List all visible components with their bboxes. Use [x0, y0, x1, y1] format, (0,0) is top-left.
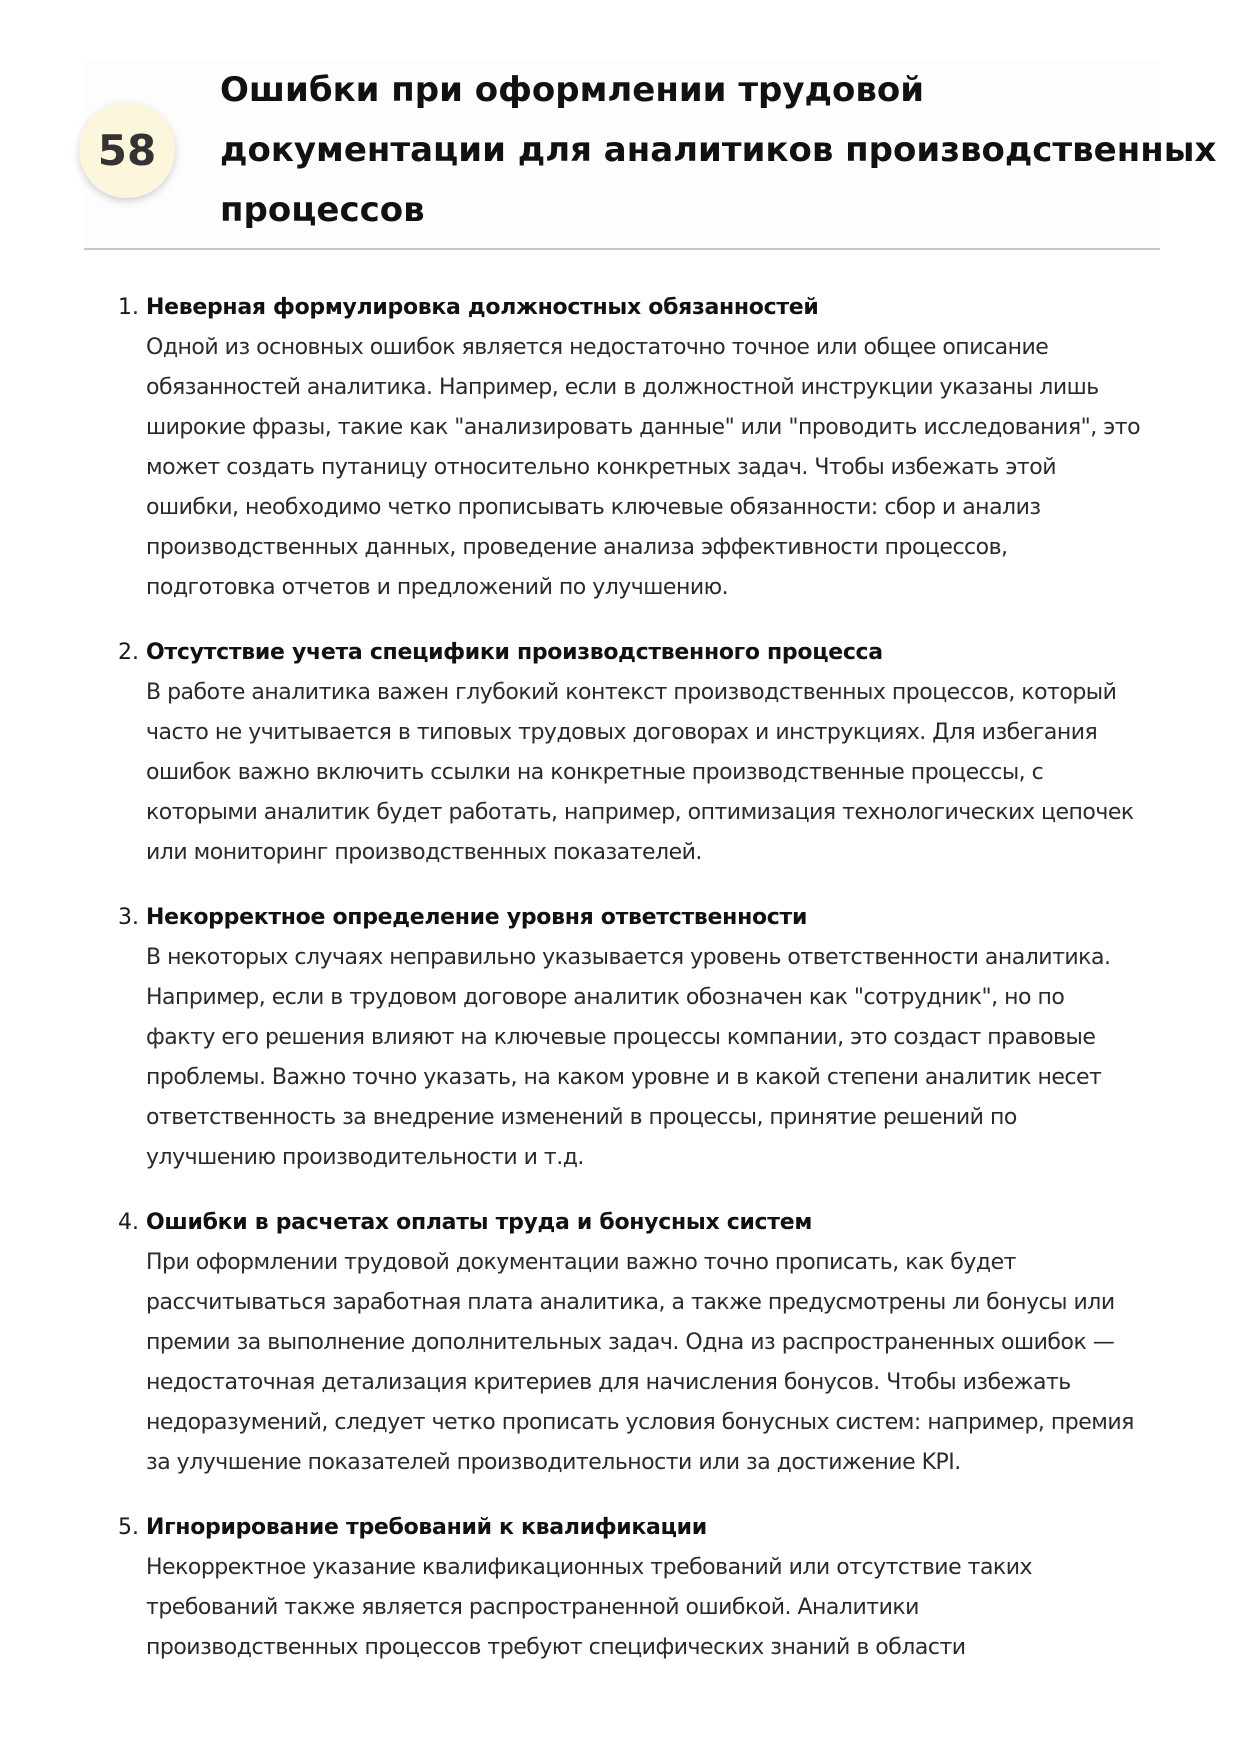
body-line: При оформлении трудовой документации важно точно прописать, как будет — [146, 1250, 1016, 1275]
body-line: требований также является распространенной ошибкой. Аналитики — [146, 1595, 919, 1620]
list-item — [118, 898, 1156, 1178]
list-item — [118, 288, 1156, 608]
body-line: производственных данных, проведение анализа эффективности процессов, — [146, 535, 1008, 560]
body-line: В некоторых случаях неправильно указывается уровень ответственности аналитика. — [146, 945, 1111, 970]
body-line: проблемы. Важно точно указать, на каком уровне и в какой степени аналитик несет — [146, 1065, 1102, 1090]
title-line: Ошибки при оформлении трудовой — [220, 70, 925, 110]
item-heading: Игнорирование требований к квалификации — [146, 1515, 707, 1540]
body-line: подготовка отчетов и предложений по улучшению. — [146, 575, 729, 600]
item-body — [146, 938, 1156, 1178]
body-line: ошибок важно включить ссылки на конкретные производственные процессы, с — [146, 760, 1044, 785]
body-line: обязанностей аналитика. Например, если в должностной инструкции указаны лишь — [146, 375, 1099, 400]
body-line: Например, если в трудовом договоре аналитик обозначен как "сотрудник", но по — [146, 985, 1065, 1010]
item-heading: Неверная формулировка должностных обязанностей — [146, 295, 819, 320]
list-item — [118, 1508, 1156, 1668]
item-body — [146, 1243, 1156, 1483]
item-number: 1. — [118, 295, 139, 320]
body-line: которыми аналитик будет работать, например, оптимизация технологических цепочек — [146, 800, 1134, 825]
item-number: 2. — [118, 640, 139, 665]
title-line: документации для аналитиков производственных — [220, 130, 1217, 170]
body-line: широкие фразы, такие как "анализировать данные" или "проводить исследования", это — [146, 415, 1141, 440]
title-line: процессов — [220, 190, 425, 230]
body-line: улучшению производительности и т.д. — [146, 1145, 584, 1170]
body-line: премии за выполнение дополнительных задач. Одна из распространенных ошибок — — [146, 1330, 1115, 1355]
body-line: В работе аналитика важен глубокий контекст производственных процессов, который — [146, 680, 1117, 705]
body-line: ошибки, необходимо четко прописывать ключевые обязанности: сбор и анализ — [146, 495, 1041, 520]
body-line: производственных процессов требуют специфических знаний в области — [146, 1635, 966, 1660]
item-number: 4. — [118, 1210, 139, 1235]
body-line: Одной из основных ошибок является недостаточно точное или общее описание — [146, 335, 1049, 360]
body-line: может создать путаницу относительно конкретных задач. Чтобы избежать этой — [146, 455, 1057, 480]
page-number-badge: 58 — [79, 102, 175, 198]
body-line: недоразумений, следует четко прописать условия бонусных систем: например, премия — [146, 1410, 1134, 1435]
item-heading: Некорректное определение уровня ответственности — [146, 905, 808, 930]
item-heading: Ошибки в расчетах оплаты труда и бонусных систем — [146, 1210, 813, 1235]
item-number: 3. — [118, 905, 139, 930]
body-line: недостаточная детализация критериев для начисления бонусов. Чтобы избежать — [146, 1370, 1071, 1395]
list-item — [118, 1203, 1156, 1483]
list-item — [118, 633, 1156, 873]
body-line: за улучшение показателей производительности или за достижение KPI. — [146, 1450, 961, 1475]
body-line: Некорректное указание квалификационных требований или отсутствие таких — [146, 1555, 1033, 1580]
item-body — [146, 1548, 1156, 1668]
body-line: или мониторинг производственных показателей. — [146, 840, 702, 865]
item-heading: Отсутствие учета специфики производственного процесса — [146, 640, 883, 665]
body-line: факту его решения влияют на ключевые процессы компании, это создаст правовые — [146, 1025, 1096, 1050]
item-body — [146, 673, 1156, 873]
body-line: рассчитываться заработная плата аналитика, а также предусмотрены ли бонусы или — [146, 1290, 1115, 1315]
item-body — [146, 328, 1156, 608]
page-title — [220, 60, 1217, 240]
item-number: 5. — [118, 1515, 139, 1540]
error-list — [118, 288, 1156, 1693]
body-line: ответственность за внедрение изменений в процессы, принятие решений по — [146, 1105, 1017, 1130]
body-line: часто не учитывается в типовых трудовых договорах и инструкциях. Для избегания — [146, 720, 1098, 745]
